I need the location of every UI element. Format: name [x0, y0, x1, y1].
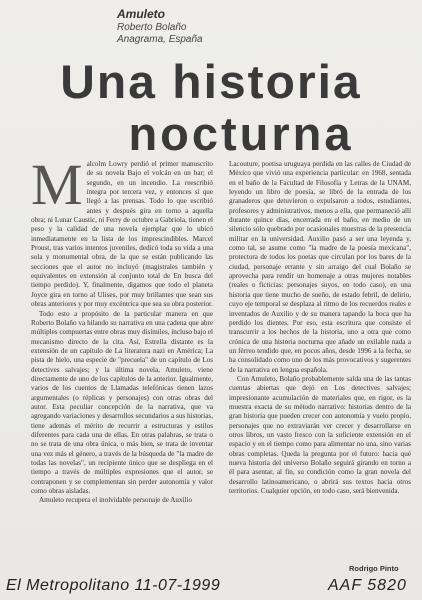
book-author: Roberto Bolaño [117, 22, 187, 33]
handwritten-archive-code: AAF 5820 [328, 577, 407, 594]
paragraph: Todo esto a propósito de la particular manera en que Roberto Bolaño va hilando su narrativa en una cadena que abre múltiples compuertas entre obras muy disímiles, incluso bajo el mecanismo directo de la cita. Así, Estrella distante es la extensión de un capítulo de La literatura nazi en América; La pista de hielo, una especie de "precuela" de un capítulo de Los detectives salvajes; y la última novela, Amuleto, viene directamente de uno de los capítulos de la anterior. Igualmente, varios de los cuentos de Llamadas telefónicas tienen lazos argumentales (o réplicas y personajes) con otras obras del autor. Esta peculiar concepción de la narrativa, que va agregando variaciones y desarrollos secundarios a sus historias, tiene además el mérito de recurrir a estructuras y estilos diferentes para cada una de ellas. En otras palabras, se trata o no se trata de una obra única, o más bien, se trata de inventar una vez más el género, a través de la búsqueda de "la madre de todas las novelas", un recipiente único que se despliega en el tiempo a través de múltiples expresiones que el autor, se contraponen y se complementan sin perder autonomía y valor como obras aisladas. [31, 309, 213, 496]
handwritten-source-note: El Metropolitano 11-07-1999 [6, 577, 221, 594]
article-header [117, 6, 367, 46]
paragraph [31, 152, 213, 310]
article-column-2 [229, 160, 411, 496]
drop-cap: M [31, 152, 83, 217]
paragraph: Amuleto recupera el inolvidable personaje de Auxilio [39, 496, 193, 505]
book-publisher: Anagrama, España [117, 34, 203, 45]
headline [0, 56, 422, 160]
headline-line-1: Una historia [60, 55, 362, 108]
byline-signature: Rodrigo Pinto [349, 564, 399, 573]
book-title-kicker: Amuleto [117, 7, 165, 21]
headline-line-2: nocturna [128, 107, 354, 160]
paragraph-text: alcolm Lowry perdió el primer manuscrito de su novela Bajo el volcán en un bar; el segundo, en un incendio. La reescribió íntegra por tercera vez, y entonces sí que llegó a las prensas. Todo lo que escribió antes y después gira en torno a aquella obra; ni Lunar Caustic, ni Ferry de octubre a Gabriola, tienen el peso y la calidad de una novela ejemplar que lo ubicó inmediatamente en la lista de los imprescindibles. Marcel Proust, tras varios intentos juveniles, dedicó toda su vida a una sola y monumental obra, de la que se están publicando las secciones que el autor no incluyó (magistrales también y equivalentes en extensión al conjunto total de En busca del tiempo perdido). Y, finalmente, digamos que todo el planeta Joyce gira en torno al Ulises, por muy brillantes que sean sus obras anteriores y por muy excéntrica que sea su obra posterior. [31, 160, 213, 309]
paragraph: Lacouture, poetisa uruguaya perdida en las calles de Ciudad de México que vivió una experiencia particular: en 1968, sentada en el baño de la Facultad de Filosofía y Letras de la UNAM, leyendo un libro de poesía, se libró de la entrada de los granaderos que detuvieron o expulsaron a todos, estudiantes, profesores y administrativos, menos a ella, que permaneció allí durante quince días, encerrada en el baño, en medio de un silencio sólo quebrado por ocasionales muestras de la presencia militar en la universidad. Auxilio pasó a ser una leyenda y, como tal, se asume como "la madre de la poesía mexicana", protectora de todos los poetas que circulan por los bares de la ciudad, personaje errante y sin arraigo del cual Bolaño se aprovecha para rendir un homenaje a otras mujeres notables (reales o ficticias: personajes suyos, en todo caso), en una historia que tiene mucho de sueño, de estado febril, de delirio, cuyo eje temporal se desplaza al ritmo de los recuerdos reales e inventados de Auxilio y de su manera tapando la boca que ha perdido los dientes. Por eso, esta escritura que consiste el transcurrir a los hechos de la historia, uno a otra que como crónica de una historia nocturna que añade un exilable nada a un férreo tendido que, en pocos años, desde 1996 a la fecha, se ha consolidado como uno de los más provocativos y sugerentes de la narrativa en lengua española. [229, 160, 411, 374]
article-column-1 [31, 152, 213, 506]
paragraph: Con Amuleto, Bolaño probablemente salda una de las tantas cuentas abiertas que dejó en Los detectives salvajes; impresionante acumulación de materiales que, en rigor, es la muestra exacta de su método narrativo: historias dentro de la gran historia que pueden crecer con autonomía y vuelo propio, personajes que no extraviarán ver crecer y desarrollarse en otros libros, un vasto fresco con la suficiente extensión en el espacio y en el tiempo como para alimentar no una, sino varias obras completas. Queda la pregunta por el futuro: hacia qué nueva historia del universo Bolaño seguirá girando en torno a él para asentar, al fin, su condición como la gran novela del desarrollo latinoamericano, o abrirá sus textos hacia otros territorios. Cualquier opción, en todo caso, será bienvenida. [229, 374, 411, 496]
